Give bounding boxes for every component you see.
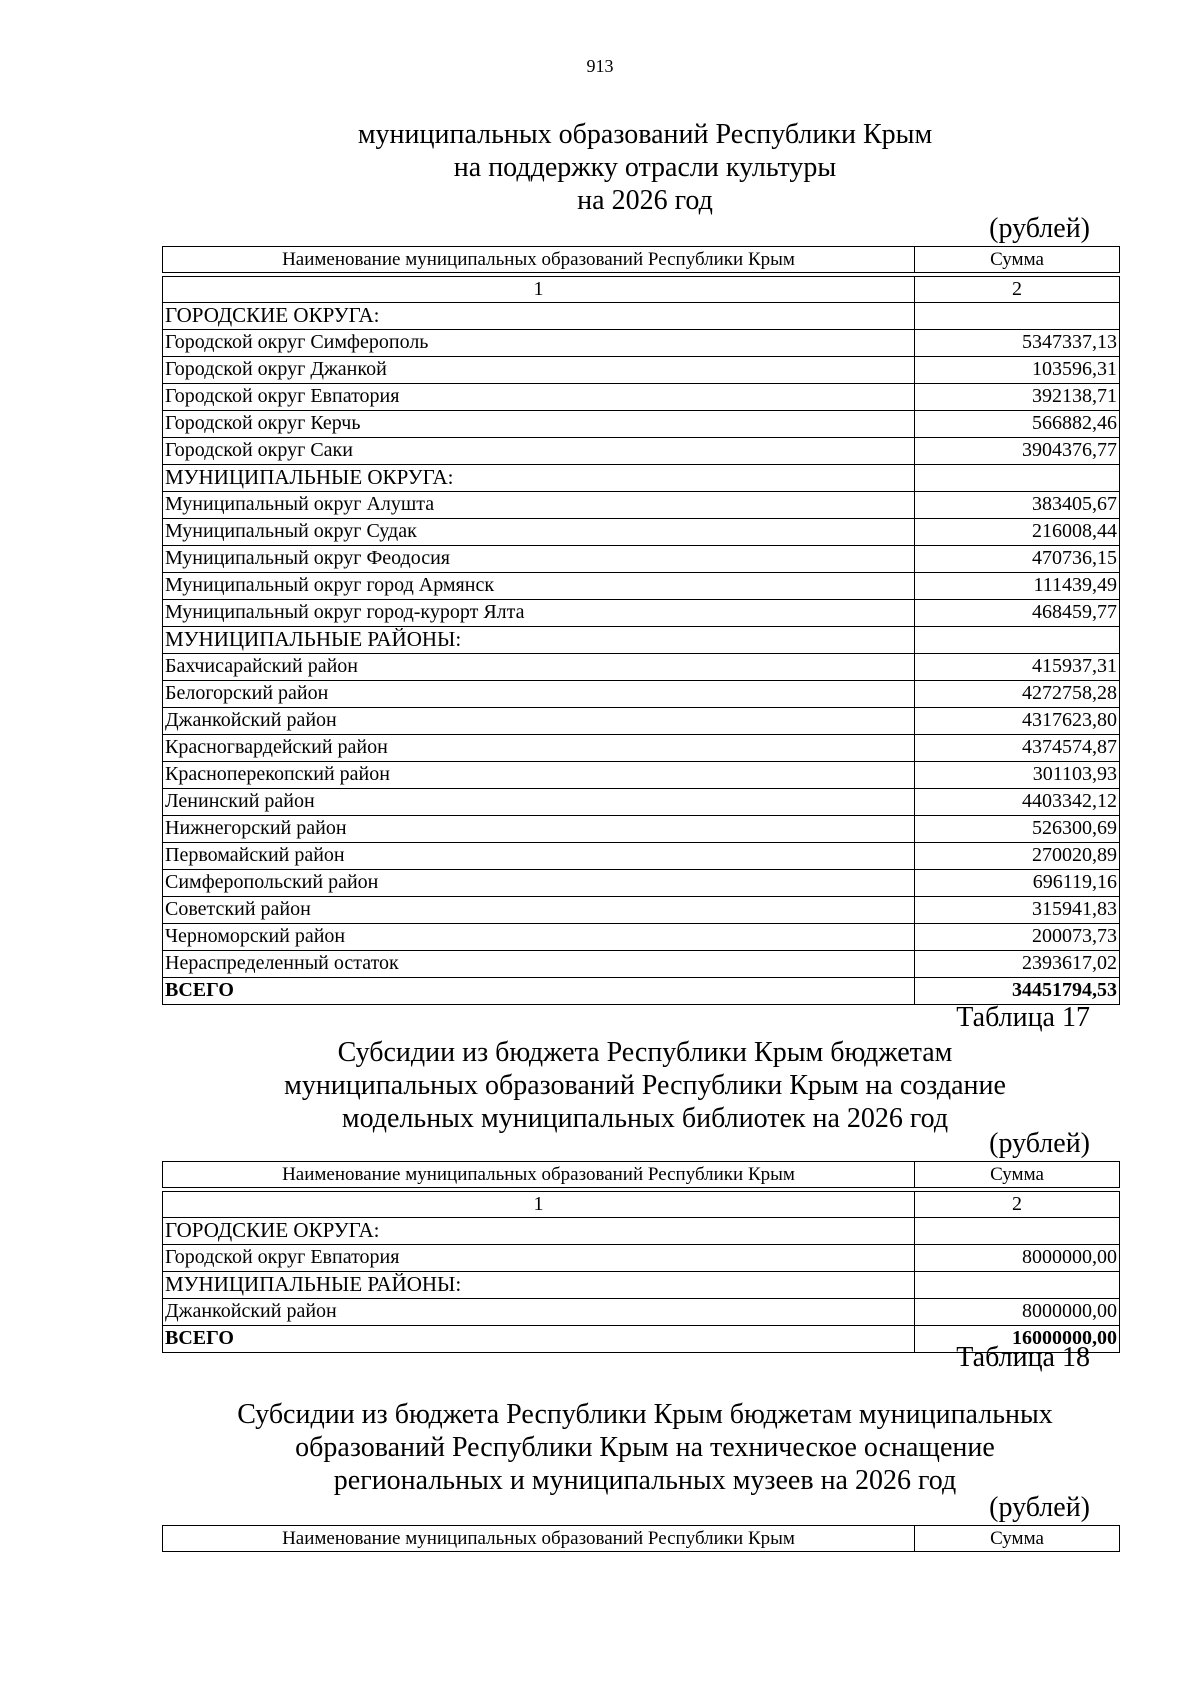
table18-unit: (рублей) xyxy=(989,1492,1090,1523)
row-value: 470736,15 xyxy=(915,546,1120,573)
row-name: МУНИЦИПАЛЬНЫЕ ОКРУГА: xyxy=(162,465,915,492)
row-value: 8000000,00 xyxy=(915,1299,1120,1326)
table-row xyxy=(162,330,1120,357)
row-name: Джанкойский район xyxy=(162,1299,915,1326)
table-row xyxy=(162,681,1120,708)
table17-title-line-2: муниципальных образований Республики Крым на создание xyxy=(284,1070,1006,1101)
table17-index-2: 2 xyxy=(915,1191,1120,1218)
section-row xyxy=(162,465,1120,492)
row-value xyxy=(915,1272,1120,1299)
row-name: Ленинский район xyxy=(162,789,915,816)
table-row xyxy=(162,384,1120,411)
row-name: Городской округ Керчь xyxy=(162,411,915,438)
table-row xyxy=(162,735,1120,762)
table17-unit: (рублей) xyxy=(989,1128,1090,1159)
row-name: Бахчисарайский район xyxy=(162,654,915,681)
row-value: 34451794,53 xyxy=(915,978,1120,1005)
row-value: 383405,67 xyxy=(915,492,1120,519)
row-name: Муниципальный округ город-курорт Ялта xyxy=(162,600,915,627)
table17-title xyxy=(0,1036,1200,1135)
row-name: Нераспределенный остаток xyxy=(162,951,915,978)
table-row xyxy=(162,438,1120,465)
section-row xyxy=(162,303,1120,330)
row-name: Городской округ Евпатория xyxy=(162,384,915,411)
table18-title-line-1: Субсидии из бюджета Республики Крым бюджетам муниципальных xyxy=(237,1399,1053,1430)
table-row xyxy=(162,762,1120,789)
row-value: 566882,46 xyxy=(915,411,1120,438)
table18-title-line-2: образований Республики Крым на техническое оснащение xyxy=(295,1432,995,1463)
row-value: 526300,69 xyxy=(915,816,1120,843)
table-row xyxy=(162,546,1120,573)
table-row xyxy=(162,600,1120,627)
table17 xyxy=(162,1161,1120,1353)
row-name: ВСЕГО xyxy=(162,1326,915,1353)
table-row xyxy=(162,708,1120,735)
table16-title-line-2: на поддержку отрасли культуры xyxy=(453,152,837,183)
table-row xyxy=(162,1299,1120,1326)
table16-header-row xyxy=(162,246,1120,273)
row-name: Городской округ Евпатория xyxy=(162,1245,915,1272)
table16-col-sum-header: Сумма xyxy=(915,246,1120,273)
row-value: 4317623,80 xyxy=(915,708,1120,735)
table17-col-sum-header: Сумма xyxy=(915,1161,1120,1188)
table18-title-line-3: региональных и муниципальных музеев на 2026 год xyxy=(333,1465,957,1496)
row-value: 200073,73 xyxy=(915,924,1120,951)
table-row xyxy=(162,924,1120,951)
row-name: Муниципальный округ Алушта xyxy=(162,492,915,519)
table16-unit: (рублей) xyxy=(989,213,1090,244)
row-value: 3904376,77 xyxy=(915,438,1120,465)
table-row xyxy=(162,573,1120,600)
row-value: 5347337,13 xyxy=(915,330,1120,357)
row-name: Нижнегорский район xyxy=(162,816,915,843)
row-name: Муниципальный округ Феодосия xyxy=(162,546,915,573)
row-name: Городской округ Джанкой xyxy=(162,357,915,384)
table17-title-line-3: модельных муниципальных библиотек на 2026 год xyxy=(341,1103,949,1134)
row-value: 4272758,28 xyxy=(915,681,1120,708)
row-value xyxy=(915,465,1120,492)
table18-col-sum-header: Сумма xyxy=(915,1525,1120,1552)
row-value: 8000000,00 xyxy=(915,1245,1120,1272)
row-value: 270020,89 xyxy=(915,843,1120,870)
row-value: 315941,83 xyxy=(915,897,1120,924)
row-value: 301103,93 xyxy=(915,762,1120,789)
row-name: Черноморский район xyxy=(162,924,915,951)
row-value: 468459,77 xyxy=(915,600,1120,627)
row-name: МУНИЦИПАЛЬНЫЕ РАЙОНЫ: xyxy=(162,627,915,654)
row-name: Муниципальный округ город Армянск xyxy=(162,573,915,600)
table-row xyxy=(162,519,1120,546)
table18-header-row xyxy=(162,1525,1120,1552)
row-value: 696119,16 xyxy=(915,870,1120,897)
row-name: Симферопольский район xyxy=(162,870,915,897)
table18 xyxy=(162,1525,1120,1552)
row-name: Красноперекопский район xyxy=(162,762,915,789)
table-row xyxy=(162,654,1120,681)
row-value: 16000000,00 xyxy=(915,1326,1120,1353)
table-row xyxy=(162,492,1120,519)
total-row xyxy=(162,978,1120,1005)
table16-col-name-header: Наименование муниципальных образований Республики Крым xyxy=(162,246,915,273)
row-value: 392138,71 xyxy=(915,384,1120,411)
table17-label: Таблица 17 xyxy=(956,1002,1090,1033)
table16-title-line-1: муниципальных образований Республики Крым xyxy=(357,119,933,150)
table-row xyxy=(162,411,1120,438)
row-name: Первомайский район xyxy=(162,843,915,870)
row-name: ВСЕГО xyxy=(162,978,915,1005)
row-value: 4403342,12 xyxy=(915,789,1120,816)
table16-title xyxy=(0,118,1200,217)
table16-index-2: 2 xyxy=(915,276,1120,303)
row-value: 4374574,87 xyxy=(915,735,1120,762)
table-row xyxy=(162,816,1120,843)
table16-index-1: 1 xyxy=(162,276,915,303)
row-value: 111439,49 xyxy=(915,573,1120,600)
row-name: Джанкойский район xyxy=(162,708,915,735)
table17-index-1: 1 xyxy=(162,1191,915,1218)
table16 xyxy=(162,246,1120,1005)
row-name: Советский район xyxy=(162,897,915,924)
section-row xyxy=(162,627,1120,654)
row-value: 216008,44 xyxy=(915,519,1120,546)
table17-title-line-1: Субсидии из бюджета Республики Крым бюджетам xyxy=(337,1037,953,1068)
row-name: Городской округ Симферополь xyxy=(162,330,915,357)
table16-title-line-3: на 2026 год xyxy=(577,185,713,216)
page-number: 913 xyxy=(586,56,614,76)
row-value xyxy=(915,1218,1120,1245)
table18-title xyxy=(0,1398,1200,1497)
row-name: ГОРОДСКИЕ ОКРУГА: xyxy=(162,303,915,330)
table18-label: Таблица 18 xyxy=(956,1342,1090,1373)
row-name: Белогорский район xyxy=(162,681,915,708)
row-value: 415937,31 xyxy=(915,654,1120,681)
row-value xyxy=(915,627,1120,654)
table-row xyxy=(162,897,1120,924)
table-row xyxy=(162,1245,1120,1272)
table-row xyxy=(162,789,1120,816)
row-name: Красногвардейский район xyxy=(162,735,915,762)
row-name: МУНИЦИПАЛЬНЫЕ РАЙОНЫ: xyxy=(162,1272,915,1299)
row-name: ГОРОДСКИЕ ОКРУГА: xyxy=(162,1218,915,1245)
table18-col-name-header: Наименование муниципальных образований Республики Крым xyxy=(162,1525,915,1552)
table-row xyxy=(162,843,1120,870)
table17-header-row xyxy=(162,1161,1120,1188)
row-value: 2393617,02 xyxy=(915,951,1120,978)
row-value: 103596,31 xyxy=(915,357,1120,384)
table-row xyxy=(162,870,1120,897)
row-value xyxy=(915,303,1120,330)
row-name: Городской округ Саки xyxy=(162,438,915,465)
table16-index-row xyxy=(162,276,1120,303)
table-row xyxy=(162,951,1120,978)
table-row xyxy=(162,357,1120,384)
table17-col-name-header: Наименование муниципальных образований Республики Крым xyxy=(162,1161,915,1188)
section-row xyxy=(162,1272,1120,1299)
table17-index-row xyxy=(162,1191,1120,1218)
section-row xyxy=(162,1218,1120,1245)
row-name: Муниципальный округ Судак xyxy=(162,519,915,546)
